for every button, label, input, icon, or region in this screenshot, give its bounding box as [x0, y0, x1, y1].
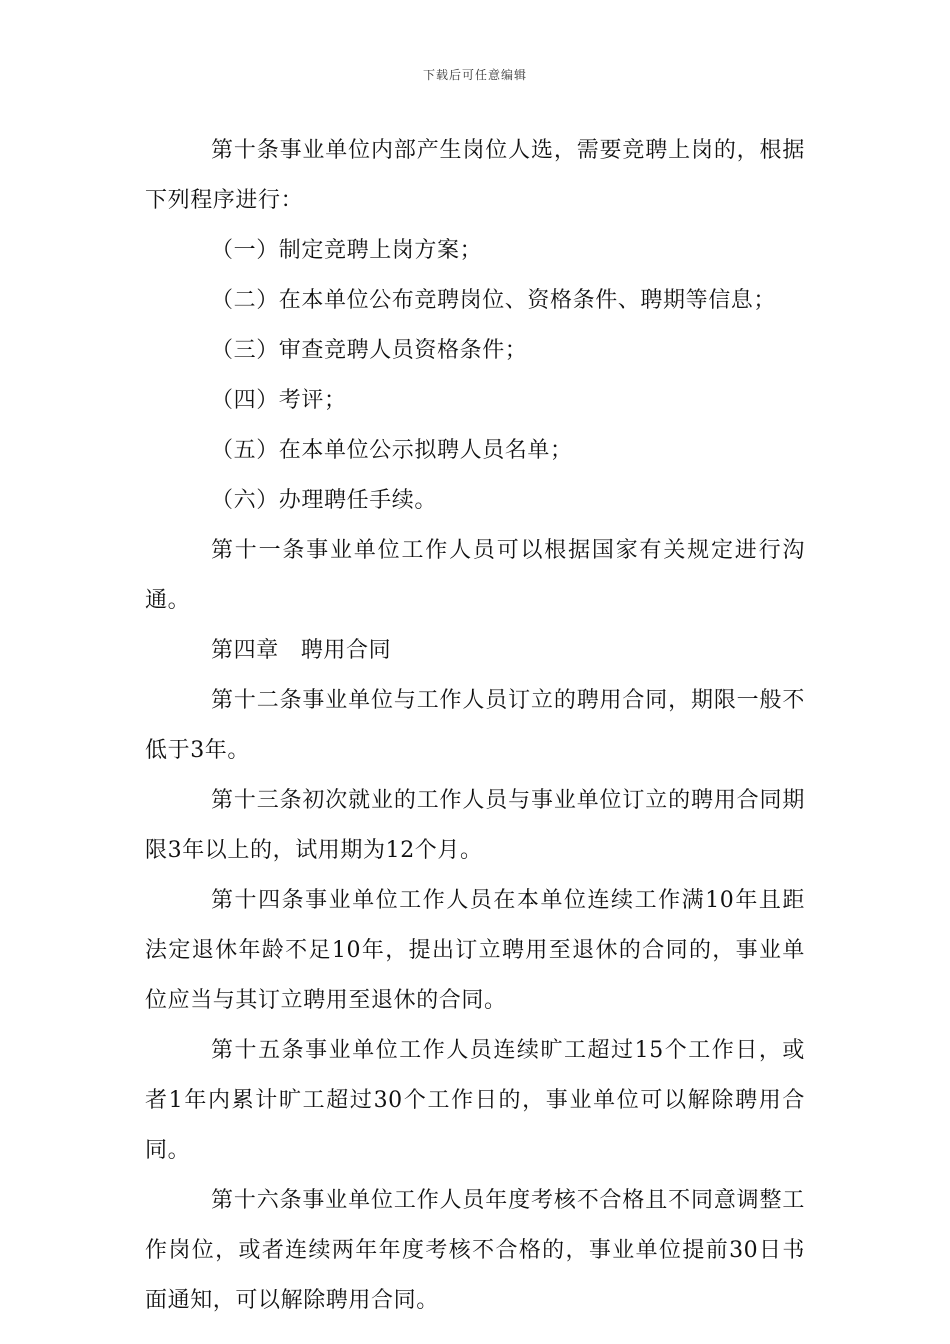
procedure-item-6: （六）办理聘任手续。 [211, 488, 438, 513]
article-11-paragraph: 第十一条事业单位工作人员可以根据国家有关规定进行沟通。 [145, 538, 805, 613]
article-10-paragraph: 第十条事业单位内部产生岗位人选，需要竞聘上岗的，根据下列程序进行： [145, 138, 805, 213]
procedure-item-3: （三）审查竞聘人员资格条件； [211, 338, 528, 363]
article-13-paragraph: 第十三条初次就业的工作人员与事业单位订立的聘用合同期限3年以上的，试用期为12个月。 [145, 788, 805, 863]
article-16-paragraph: 第十六条事业单位工作人员年度考核不合格且不同意调整工作岗位，或者连续两年年度考核不合格的，事业单位提前30日书面通知，可以解除聘用合同。 [145, 1188, 805, 1313]
procedure-item-2: （二）在本单位公布竞聘岗位、资格条件、聘期等信息； [211, 288, 777, 313]
chapter-title: 聘用合同 [300, 638, 392, 663]
procedure-item-1: （一）制定竞聘上岗方案； [211, 238, 483, 263]
article-15-paragraph: 第十五条事业单位工作人员连续旷工超过15个工作日，或者1年内累计旷工超过30个工作日的，事业单位可以解除聘用合同。 [145, 1038, 805, 1163]
procedure-item-5: （五）在本单位公示拟聘人员名单； [211, 438, 573, 463]
document-body [145, 126, 805, 1326]
chapter-number: 第四章 [211, 638, 279, 663]
article-14-paragraph: 第十四条事业单位工作人员在本单位连续工作满10年且距法定退休年龄不足10年，提出订立聘用至退休的合同的，事业单位应当与其订立聘用至退休的合同。 [145, 888, 805, 1013]
procedure-item-4: （四）考评； [211, 388, 347, 413]
article-12-paragraph: 第十二条事业单位与工作人员订立的聘用合同，期限一般不低于3年。 [145, 688, 805, 763]
chapter-heading [145, 626, 805, 676]
header-note: 下载后可任意编辑 [422, 68, 527, 82]
